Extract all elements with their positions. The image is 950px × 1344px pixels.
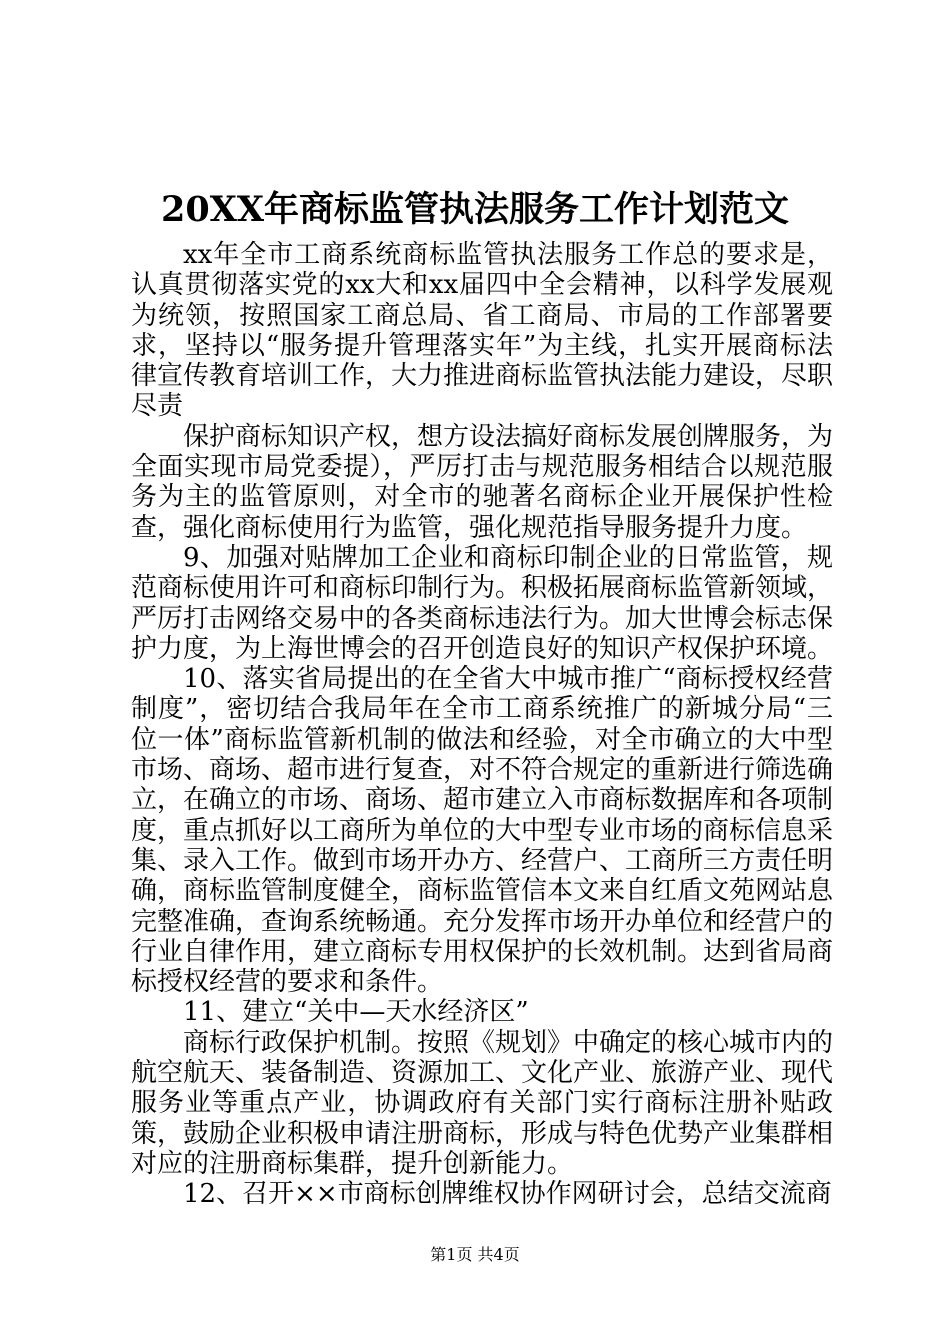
document-title: 20XX年商标监管执法服务工作计划范文 [160, 189, 790, 230]
paragraph-2: 保护商标知识产权，想方设法搞好商标发展创牌服务，为全面实现市局党委提），严厉打击与规范服务相结合以规范服务为主的监管原则，对全市的驰著名商标企业开展保护性检查，强化商标使用行为监管，强化规范指导服务提升力度。 [131, 421, 834, 543]
paragraph-5: 11、建立“关中—天水经济区” [183, 997, 529, 1028]
paragraph-7: 12、召开××市商标创牌维权协作网研讨会，总结交流商 [183, 1179, 832, 1210]
page-footer: 第1页 共4页 [430, 1245, 520, 1264]
document-body [131, 240, 833, 1210]
paragraph-3: 9、加强对贴牌加工企业和商标印制企业的日常监管，规范商标使用许可和商标印制行为。积极拓展商标监管新领域，严厉打击网络交易中的各类商标违法行为。加大世博会标志保护力度，为上海世博会的召开创造良好的知识产权保护环境。 [131, 542, 834, 664]
paragraph-4: 10、落实省局提出的在全省大中城市推广“商标授权经营制度”，密切结合我局年在全市工商系统推广的新城分局“三位一体”商标监管新机制的做法和经验，对全市确立的大中型市场、商场、超市进行复查，对不符合规定的重新进行筛选确立，在确立的市场、商场、超市建立入市商标数据库和各项制度，重点抓好以工商所为单位的大中型专业市场的商标信息采集、录入工作。做到市场开办方、经营户、工商所三方责任明确，商标监管制度健全，商标监管信本文来自红盾文苑网站息完整准确，查询系统畅通。充分发挥市场开办单位和经营户的行业自律作用，建立商标专用权保护的长效机制。达到省局商标授权经营的要求和条件。 [131, 664, 834, 998]
paragraph-6: 商标行政保护机制。按照《规划》中确定的核心城市内的航空航天、装备制造、资源加工、文化产业、旅游产业、现代服务业等重点产业，协调政府有关部门实行商标注册补贴政策，鼓励企业积极申请注册商标，形成与特色优势产业集群相对应的注册商标集群，提升创新能力。 [131, 1027, 834, 1179]
paragraph-1: xx年全市工商系统商标监管执法服务工作总的要求是，认真贯彻落实党的xx大和xx届四中全会精神，以科学发展观为统领，按照国家工商总局、省工商局、市局的工作部署要求，坚持以“服务提升管理落实年”为主线，扎实开展商标法律宣传教育培训工作，大力推进商标监管执法能力建设，尽职尽责 [131, 240, 834, 422]
